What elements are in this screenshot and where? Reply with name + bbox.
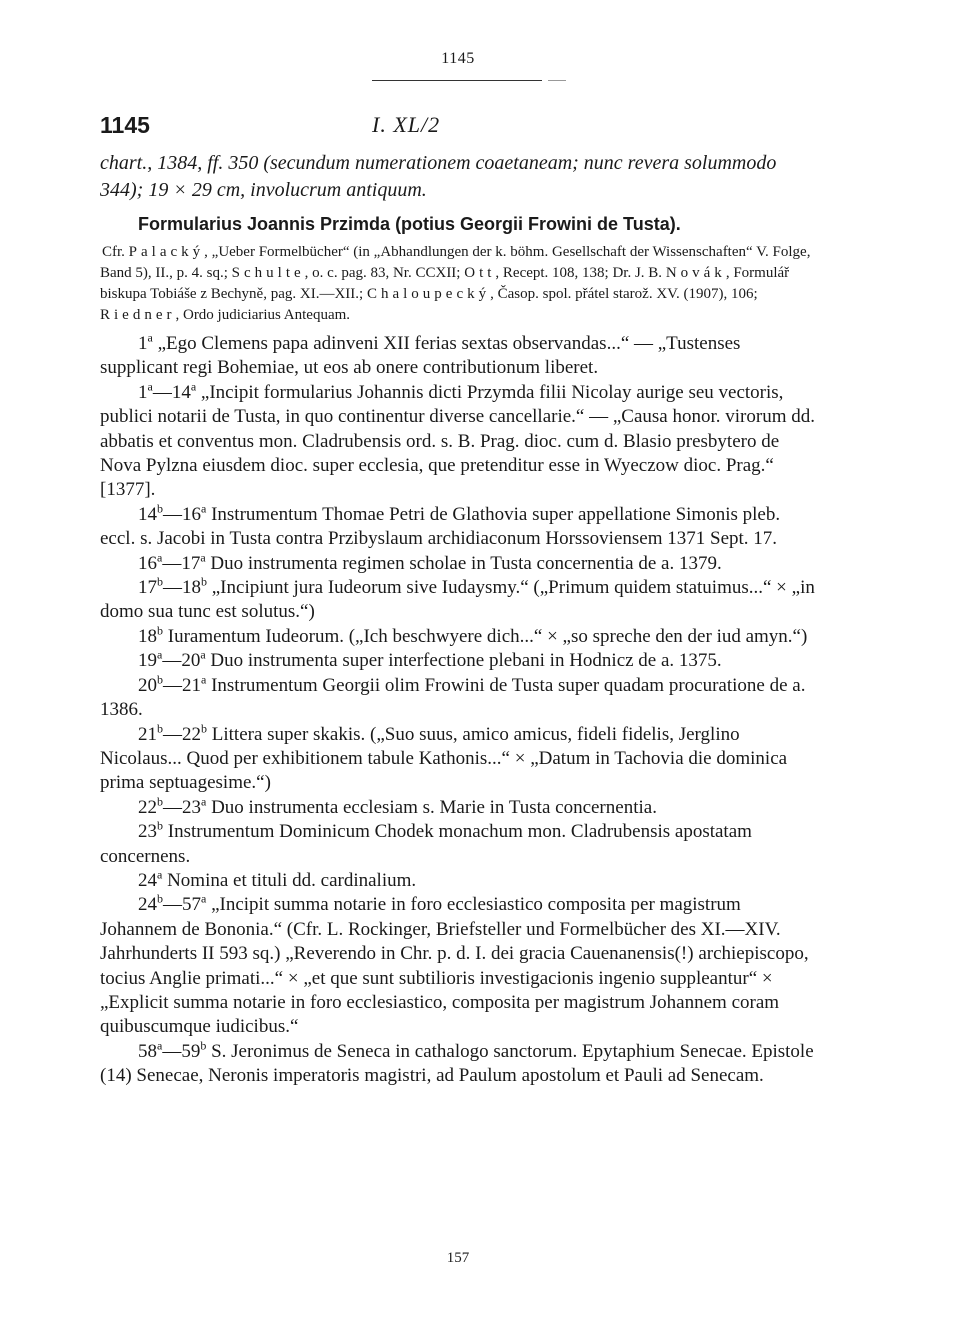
- folio-side: a: [157, 550, 163, 565]
- item-text: „Incipit summa notarie in foro ecclesiastico composita per magistrum Johannem de Bononia.“ (Cfr. L. Rockinger, Briefsteller und Formelbücher des XI.—XIV. Jahrhunderts II 593 sq.) „Reverendo in Chr. p. d. I. dei gracia Cauenanensis(!) archiepiscopo, tocius Anglie primati...“ × „et que sunt subtilioris investigacionis ingenio suppleantur“ × „Explicit summa notarie in foro ecclesiastico, composita per magistrum Johannem coram quibuscumque iudicibus.“: [100, 894, 809, 1038]
- folio-reference: [138, 623, 163, 647]
- folio-number: 17: [181, 552, 201, 574]
- contents-item: [100, 332, 816, 381]
- contents-item: [100, 893, 816, 1039]
- folio-range-dash: —: [162, 1040, 182, 1062]
- folio-number: 17: [138, 577, 157, 599]
- entry-body: [100, 150, 816, 1089]
- item-text: Instrumentum Georgii olim Frowini de Tusta super quadam procuratione de a. 1386.: [100, 674, 806, 721]
- folio-range-dash: —: [163, 503, 182, 525]
- biblio-text: , Časop. spol. přátel starož. XV. (1907), 106;: [490, 286, 758, 302]
- item-text: Nomina et tituli dd. cardinalium.: [162, 869, 417, 891]
- item-text: Instrumentum Dominicum Chodek monachum mon. Cladrubensis apostatam concernens.: [100, 821, 752, 867]
- folio-side: b: [157, 721, 163, 736]
- folio-reference: [138, 550, 206, 574]
- folio-number: 1: [138, 381, 148, 403]
- folio-side: a: [200, 647, 206, 662]
- folio-number: 18: [182, 577, 201, 599]
- folio-reference: [138, 574, 207, 599]
- folio-reference: [138, 379, 197, 403]
- folio-side: a: [201, 672, 207, 687]
- contents-item: [100, 503, 816, 552]
- item-text: Iuramentum Iudeorum. („Ich beschwyere dich...“ × „so spreche den der iud amyn.“): [163, 625, 808, 647]
- running-head: 1145: [441, 50, 475, 67]
- folio-reference: [138, 721, 207, 745]
- folio-reference: [138, 330, 153, 354]
- item-text: Duo instrumenta regimen scholae in Tusta concernentia de a. 1379.: [205, 552, 722, 574]
- folio-side: a: [201, 794, 207, 809]
- folio-side: a: [147, 330, 153, 345]
- header-rule-faint: [548, 80, 566, 81]
- folio-side: a: [157, 647, 163, 662]
- folio-range-dash: —: [162, 650, 182, 672]
- biblio-author: Riedner: [100, 307, 176, 323]
- folio-number: 59: [181, 1040, 201, 1062]
- biblio-author: Ott: [464, 265, 496, 281]
- header-rule: [372, 80, 542, 81]
- folio-side: b: [201, 721, 207, 736]
- folio-reference: [138, 818, 163, 843]
- folio-number: 20: [181, 650, 201, 672]
- folio-number: 21: [138, 723, 157, 745]
- item-text: „Ego Clemens papa adinveni XII ferias sextas observandas...“ — „Tustenses supplicant regi Bohemiae, ut eos ab onere contributionum liberet.: [100, 333, 741, 379]
- contents-item: [100, 649, 816, 673]
- folio-side: a: [147, 379, 153, 394]
- folio-side: b: [157, 574, 163, 589]
- folio-number: 18: [138, 625, 157, 647]
- contents-item: [100, 381, 816, 503]
- folio-number: 23: [182, 796, 201, 818]
- folio-number: 16: [138, 552, 157, 574]
- folio-number: 14: [138, 503, 157, 525]
- contents-item: [100, 674, 816, 723]
- biblio-text: , Formulář biskupa Tobiáše z Bechyně, pag. XI.—XII.;: [100, 265, 790, 302]
- item-text: Instrumentum Thomae Petri de Glathovia super appellatione Simonis pleb. eccl. s. Jacobi in Tusta contra Przibyslaum archidiaconum Horssoviensem 1371 Sept. 17.: [100, 503, 781, 550]
- biblio-author: Schulte: [231, 265, 305, 281]
- bibliography: [100, 242, 816, 326]
- folio-reference: [138, 894, 206, 915]
- contents-item: [100, 1040, 816, 1089]
- folio-side: b: [200, 1038, 207, 1053]
- manuscript-title: Formularius Joannis Przimda (potius Georgii Frowini de Tusta).: [138, 214, 681, 234]
- folio-number: 19: [138, 650, 157, 672]
- contents-item: [100, 723, 816, 796]
- codex-description: chart., 1384, ff. 350 (secundum numerationem coaetaneam; nunc revera solummodo 344); 19 × 29 cm, involucrum antiquum.: [100, 152, 777, 201]
- folio-number: 22: [138, 796, 157, 818]
- folio-side: b: [157, 892, 163, 907]
- entry-number: 1145: [100, 112, 150, 138]
- contents-item: [100, 552, 816, 576]
- item-text: Duo instrumenta ecclesiam s. Marie in Tusta concernentia.: [206, 796, 657, 818]
- contents-item: [100, 796, 816, 820]
- folio-range-dash: —: [163, 674, 182, 696]
- folio-range-dash: —: [163, 796, 182, 818]
- folio-side: a: [157, 867, 163, 882]
- biblio-text: Cfr.: [102, 244, 129, 260]
- folio-number: 1: [138, 333, 148, 354]
- folio-side: a: [190, 379, 197, 394]
- contents-item: [100, 625, 816, 649]
- folio-range-dash: —: [163, 894, 182, 916]
- folio-number: 57: [182, 894, 201, 916]
- item-text: S. Jeronimus de Seneca in cathalogo sanctorum. Epytaphium Senecae. Epistole (14) Senecae, Neronis imperatoris magistri, ad Paulum apostolum et Pauli ad Senecam.: [100, 1040, 814, 1087]
- folio-side: b: [157, 501, 163, 516]
- folio-side: a: [201, 501, 207, 516]
- biblio-text: , Recept. 108, 138; Dr. J. B.: [495, 265, 666, 281]
- folio-number: 16: [182, 503, 201, 525]
- folio-side: a: [157, 1038, 163, 1053]
- contents-item: [100, 820, 816, 869]
- biblio-author: Novák: [665, 265, 726, 281]
- folio-reference: [138, 672, 207, 696]
- folio-number: 14: [171, 381, 191, 403]
- folio-side: b: [201, 574, 207, 589]
- folio-number: 22: [182, 723, 201, 745]
- contents-item: [100, 869, 816, 893]
- item-text: „Incipiunt jura Iudeorum sive Iudaysmy.“ („Primum quidem statuimus...“ × „in domo sua tunc est solutus.“): [100, 577, 815, 623]
- contents-list: [100, 332, 816, 1089]
- item-text: „Incipit formularius Johannis dicti Przymda filii Nicolay aurige seu vectoris, publici notarii de Tusta, in quo continentur diverse cancellarie.“ — „Causa honor. virorum dd. abbatis et conventus mon. Cladrubensis ord. s. B. Prag. dioc. cum d. Blasio presbytero de Nova Pylzna eiusdem dioc. super ecclesia, que pretenditur esse in Wyeczow dioc. Prag.“ [1377].: [100, 381, 815, 501]
- folio-reference: [138, 501, 207, 525]
- contents-item: [100, 576, 816, 625]
- biblio-text: , o. c. pag. 83, Nr. CCXII;: [304, 265, 465, 281]
- item-text: Littera super skakis. („Suo suus, amico amicus, fideli fidelis, Jerglino Nicolaus... Quod per exhibitionem tabule Kathonis...“ × „Datum in Tachovia die dominica prima septuagesime.“): [100, 723, 788, 794]
- folio-range-dash: —: [152, 381, 172, 403]
- folio-reference: [138, 647, 206, 672]
- folio-number: 58: [138, 1040, 157, 1062]
- folio-side: b: [157, 672, 163, 687]
- biblio-text: , „Ueber Formelbücher“ (in „Abhandlungen der k. böhm. Gesellschaft der Wissenschaften“ V. Folge, Band 5), II., p. 4. sq.;: [100, 244, 811, 281]
- folio-side: b: [157, 818, 163, 833]
- folio-side: a: [201, 892, 207, 907]
- folio-number: 24: [138, 894, 157, 916]
- folio-number: 24: [138, 869, 157, 891]
- folio-side: b: [157, 623, 163, 638]
- folio-reference: [138, 867, 163, 891]
- biblio-author: Palacký: [128, 244, 205, 260]
- biblio-author: Chaloupecký: [366, 286, 491, 302]
- folio-number: 20: [138, 674, 157, 696]
- shelfmark: I. XL/2: [372, 112, 441, 137]
- folio-number: 21: [182, 674, 201, 696]
- folio-side: b: [157, 794, 163, 809]
- folio-side: a: [200, 550, 206, 565]
- folio-range-dash: —: [162, 552, 182, 574]
- folio-range-dash: —: [163, 723, 182, 745]
- folio-reference: [138, 1038, 207, 1062]
- page-number: 157: [446, 1250, 470, 1266]
- folio-range-dash: —: [163, 577, 182, 599]
- biblio-text: , Ordo judiciarius Antequam.: [175, 307, 351, 323]
- folio-number: 23: [138, 821, 157, 843]
- item-text: Duo instrumenta super interfectione plebani in Hodnicz de a. 1375.: [205, 650, 722, 672]
- folio-reference: [138, 794, 207, 818]
